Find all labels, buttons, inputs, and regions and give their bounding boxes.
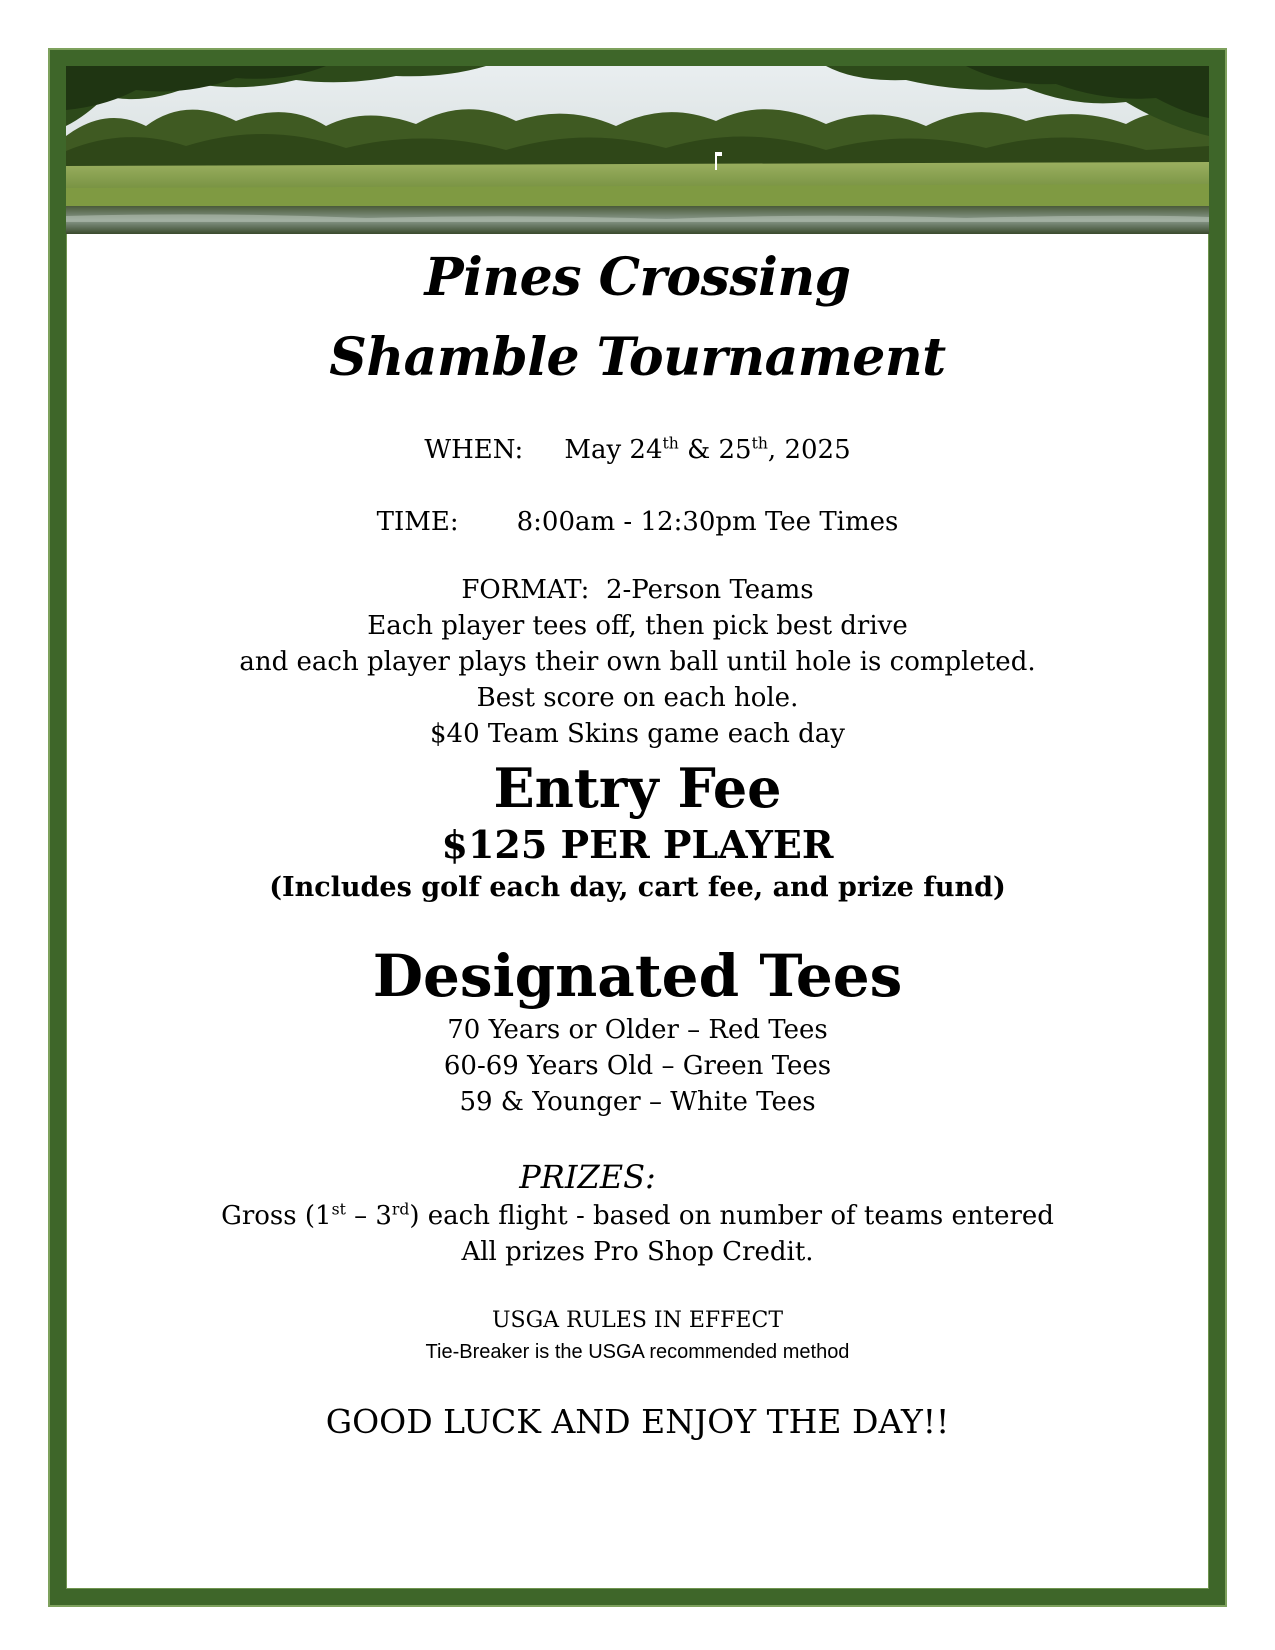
prizes-gross-line: Gross (1st – 3rd) each flight - based on number of teams entered <box>221 1200 1054 1231</box>
when-row <box>66 432 1209 468</box>
when-value: May 24th & 25th, 2025 <box>564 434 851 465</box>
designated-tees-heading: Designated Tees <box>372 942 903 1010</box>
entry-fee-heading: Entry Fee <box>493 756 782 820</box>
tee-line: 70 Years or Older – Red Tees <box>447 1015 828 1045</box>
tie-breaker-note: Tie-Breaker is the USGA recommended method <box>425 1341 850 1363</box>
when-label: WHEN: <box>424 435 524 465</box>
format-label: FORMAT: <box>461 575 590 605</box>
format-value: 2-Person Teams <box>605 575 814 605</box>
format-line: Each player tees off, then pick best drive <box>367 611 908 641</box>
time-value: 8:00am - 12:30pm Tee Times <box>516 507 899 537</box>
time-label: TIME: <box>376 507 459 537</box>
golf-course-banner-image <box>66 66 1209 234</box>
format-line: $40 Team Skins game each day <box>430 719 845 749</box>
title-line-2: Shamble Tournament <box>329 327 946 388</box>
usga-rules: USGA RULES IN EFFECT <box>492 1308 783 1333</box>
page-border <box>50 50 1225 1605</box>
format-line: Best score on each hole. <box>476 683 799 713</box>
tournament-title <box>66 238 1209 398</box>
prizes-heading: PRIZES: <box>519 1158 656 1196</box>
time-row <box>66 504 1209 540</box>
prizes-credit-line: All prizes Pro Shop Credit. <box>461 1237 814 1267</box>
tee-line: 60-69 Years Old – Green Tees <box>443 1051 832 1081</box>
format-line: and each player plays their own ball until hole is completed. <box>239 647 1036 677</box>
entry-fee-note: (Includes golf each day, cart fee, and prize fund) <box>269 872 1006 903</box>
tee-line: 59 & Younger – White Tees <box>459 1087 816 1117</box>
entry-fee-price: $125 PER PLAYER <box>441 822 834 867</box>
title-line-1: Pines Crossing <box>424 247 851 308</box>
flyer-content <box>66 234 1209 1444</box>
format-row <box>66 572 1209 608</box>
closing-message: GOOD LUCK AND ENJOY THE DAY!! <box>325 1402 950 1441</box>
